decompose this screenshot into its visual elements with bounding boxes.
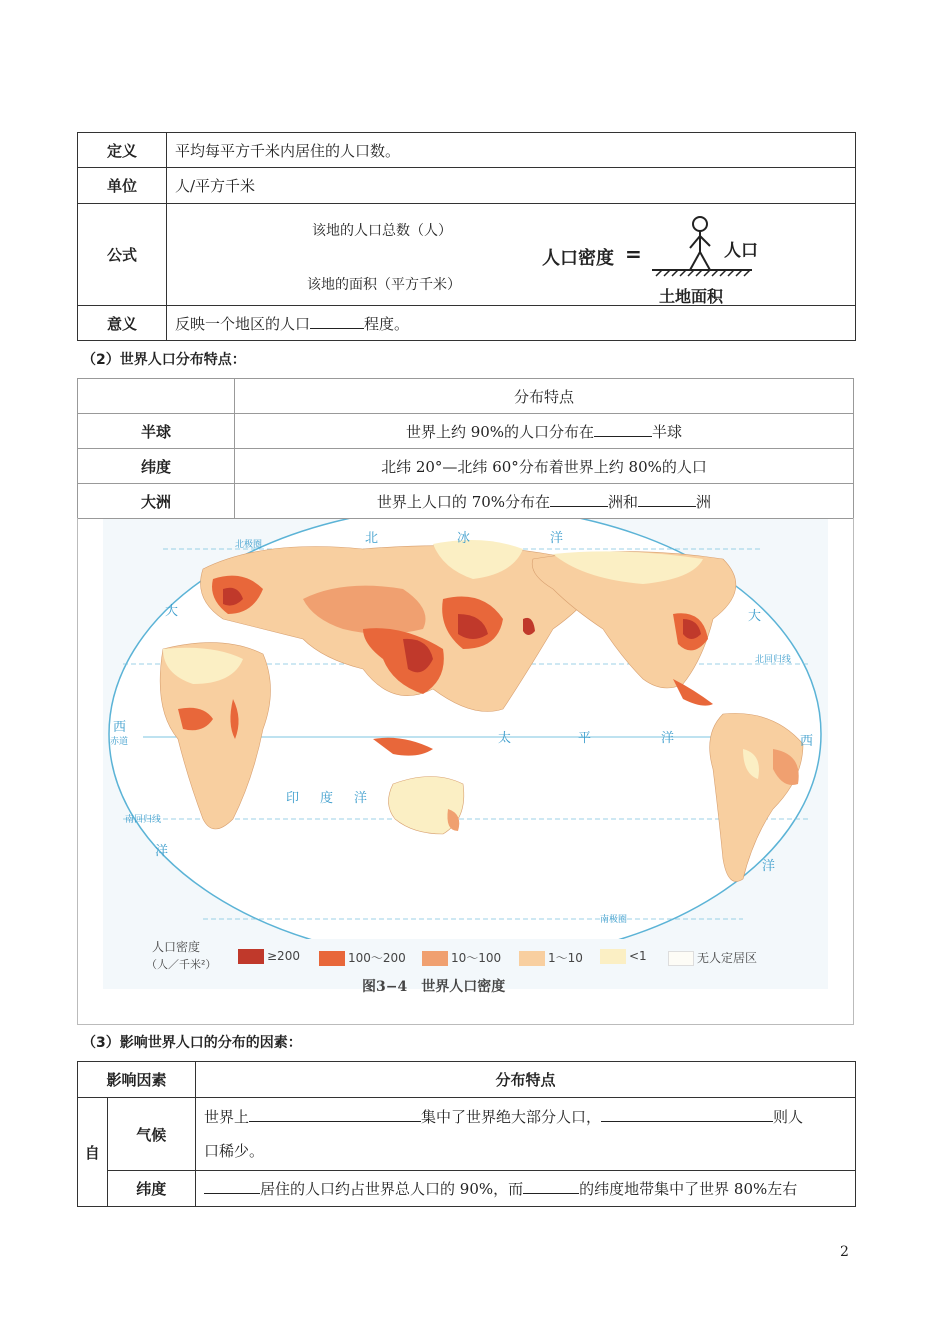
land-area-label: 土地面积 (659, 287, 724, 306)
row-label: 意义 (78, 306, 167, 341)
climate-cell (196, 1098, 856, 1171)
ocean-label: 洋 (661, 731, 675, 746)
empty-header-cell (78, 379, 235, 414)
ocean-label: 洋 (155, 844, 169, 859)
row-label: 气候 (107, 1098, 196, 1171)
blank-line (310, 314, 364, 329)
legend-swatch (319, 951, 345, 966)
column-header: 分布特点 (196, 1062, 856, 1098)
ocean-label: 平 (578, 731, 592, 746)
legend-item (668, 949, 757, 966)
definition-value: 平均每平方千米内居住的人口数。 (167, 133, 856, 168)
ocean-label: 大 (748, 609, 762, 624)
cell-text: 的纬度地带集中了世界 80%左右 (579, 1180, 798, 1198)
row-label: 纬度 (107, 1171, 196, 1207)
legend-item (238, 949, 300, 964)
cell-text-end: 半球 (652, 422, 683, 441)
ocean-label: 冰 (457, 531, 471, 546)
legend-swatch (668, 951, 694, 966)
ocean-label: 洋 (762, 859, 776, 874)
legend-label: <1 (629, 949, 647, 963)
ocean-label: 西 (800, 734, 814, 749)
legend-label: 1～10 (548, 951, 583, 965)
meaning-text-end: 程度。 (364, 314, 410, 333)
legend-label: 10～100 (451, 951, 502, 965)
continent-cell (235, 484, 854, 519)
blank-line (523, 1179, 579, 1194)
ocean-label: 洋 (550, 531, 564, 546)
cell-text: 则人 (773, 1108, 804, 1126)
row-label: 公式 (78, 204, 167, 306)
factors-table (77, 1061, 856, 1207)
cell-text: 居住的人口约占世界总人口的 90%，而 (260, 1180, 524, 1198)
arctic-circle-label: 北极圈 (235, 540, 263, 550)
legend-label: 无人定居区 (697, 951, 758, 965)
legend-title: 人口密度 (152, 940, 201, 954)
row-label: 大洲 (78, 484, 235, 519)
latitude-cell: 北纬 20°—北纬 60°分布着世界上约 80%的人口 (235, 449, 854, 484)
page-number: 2 (840, 1244, 849, 1260)
cell-text: 世界上人口的 70%分布在 (376, 492, 551, 511)
blank-line (638, 492, 696, 507)
legend-swatch (519, 951, 545, 966)
cell-text: 口稀少。 (204, 1142, 265, 1160)
cell-text-end: 洲 (696, 492, 712, 511)
meaning-text: 反映一个地区的人口 (175, 314, 311, 333)
cell-text: 世界上 (204, 1108, 250, 1126)
ocean-label: 度 (320, 791, 334, 806)
formula-cell (167, 204, 856, 306)
blank-line (550, 492, 608, 507)
legend-item (319, 949, 406, 966)
map-caption: 图3−4 世界人口密度 (362, 979, 506, 995)
formula-denominator: 该地的面积（平方千米） (307, 277, 461, 293)
antarctic-circle-label: 南极圈 (600, 915, 628, 925)
legend-label: 100～200 (348, 951, 406, 965)
equator-label: 赤道 (110, 737, 129, 747)
row-label: 半球 (78, 414, 235, 449)
density-table (77, 132, 856, 341)
cell-text: 集中了世界绝大部分人口， (421, 1108, 602, 1126)
ocean-label: 西 (113, 720, 127, 735)
blank-line (249, 1107, 421, 1122)
tropic-of-capricorn-label: 南回归线 (125, 815, 162, 825)
cell-text: 世界上约 90%的人口分布在 (405, 422, 595, 441)
formula-numerator: 该地的人口总数（人） (312, 223, 452, 239)
ocean-label: 洋 (354, 791, 368, 806)
legend-item (519, 949, 583, 966)
blank-line (601, 1107, 773, 1122)
blank-line (594, 422, 652, 437)
density-diagram-label: 人口密度 (542, 248, 614, 269)
tropic-of-cancer-label: 北回归线 (755, 655, 792, 665)
ocean-label: 北 (365, 531, 379, 546)
row-label: 单位 (78, 168, 167, 204)
row-label: 定义 (78, 133, 167, 168)
latitude-cell (196, 1171, 856, 1207)
group-label: 自 (78, 1098, 108, 1207)
column-header: 影响因素 (78, 1062, 196, 1098)
legend-label: ≥200 (267, 949, 300, 963)
section-2-heading: （2）世界人口分布特点： (82, 352, 246, 368)
legend-swatch (422, 951, 448, 966)
row-label: 纬度 (78, 449, 235, 484)
unit-value: 人/平方千米 (167, 168, 856, 204)
cell-text-mid: 洲和 (608, 492, 639, 511)
world-population-density-map (103, 519, 828, 939)
population-label: 人口 (724, 241, 758, 261)
legend-swatch (600, 949, 626, 964)
legend-swatch (238, 949, 264, 964)
hemisphere-cell (235, 414, 854, 449)
distribution-table (77, 378, 854, 519)
ocean-label: 太 (498, 731, 512, 746)
legend-item (600, 949, 647, 964)
equals-sign: = (625, 242, 642, 266)
column-header: 分布特点 (235, 379, 854, 414)
legend-item (422, 949, 501, 966)
blank-line (204, 1179, 260, 1194)
legend-unit: （人／千米²） (146, 958, 217, 971)
meaning-cell (167, 306, 856, 341)
ocean-label: 大 (165, 604, 179, 619)
section-3-heading: （3）影响世界人口的分布的因素： (82, 1035, 302, 1051)
ocean-label: 印 (286, 791, 300, 806)
